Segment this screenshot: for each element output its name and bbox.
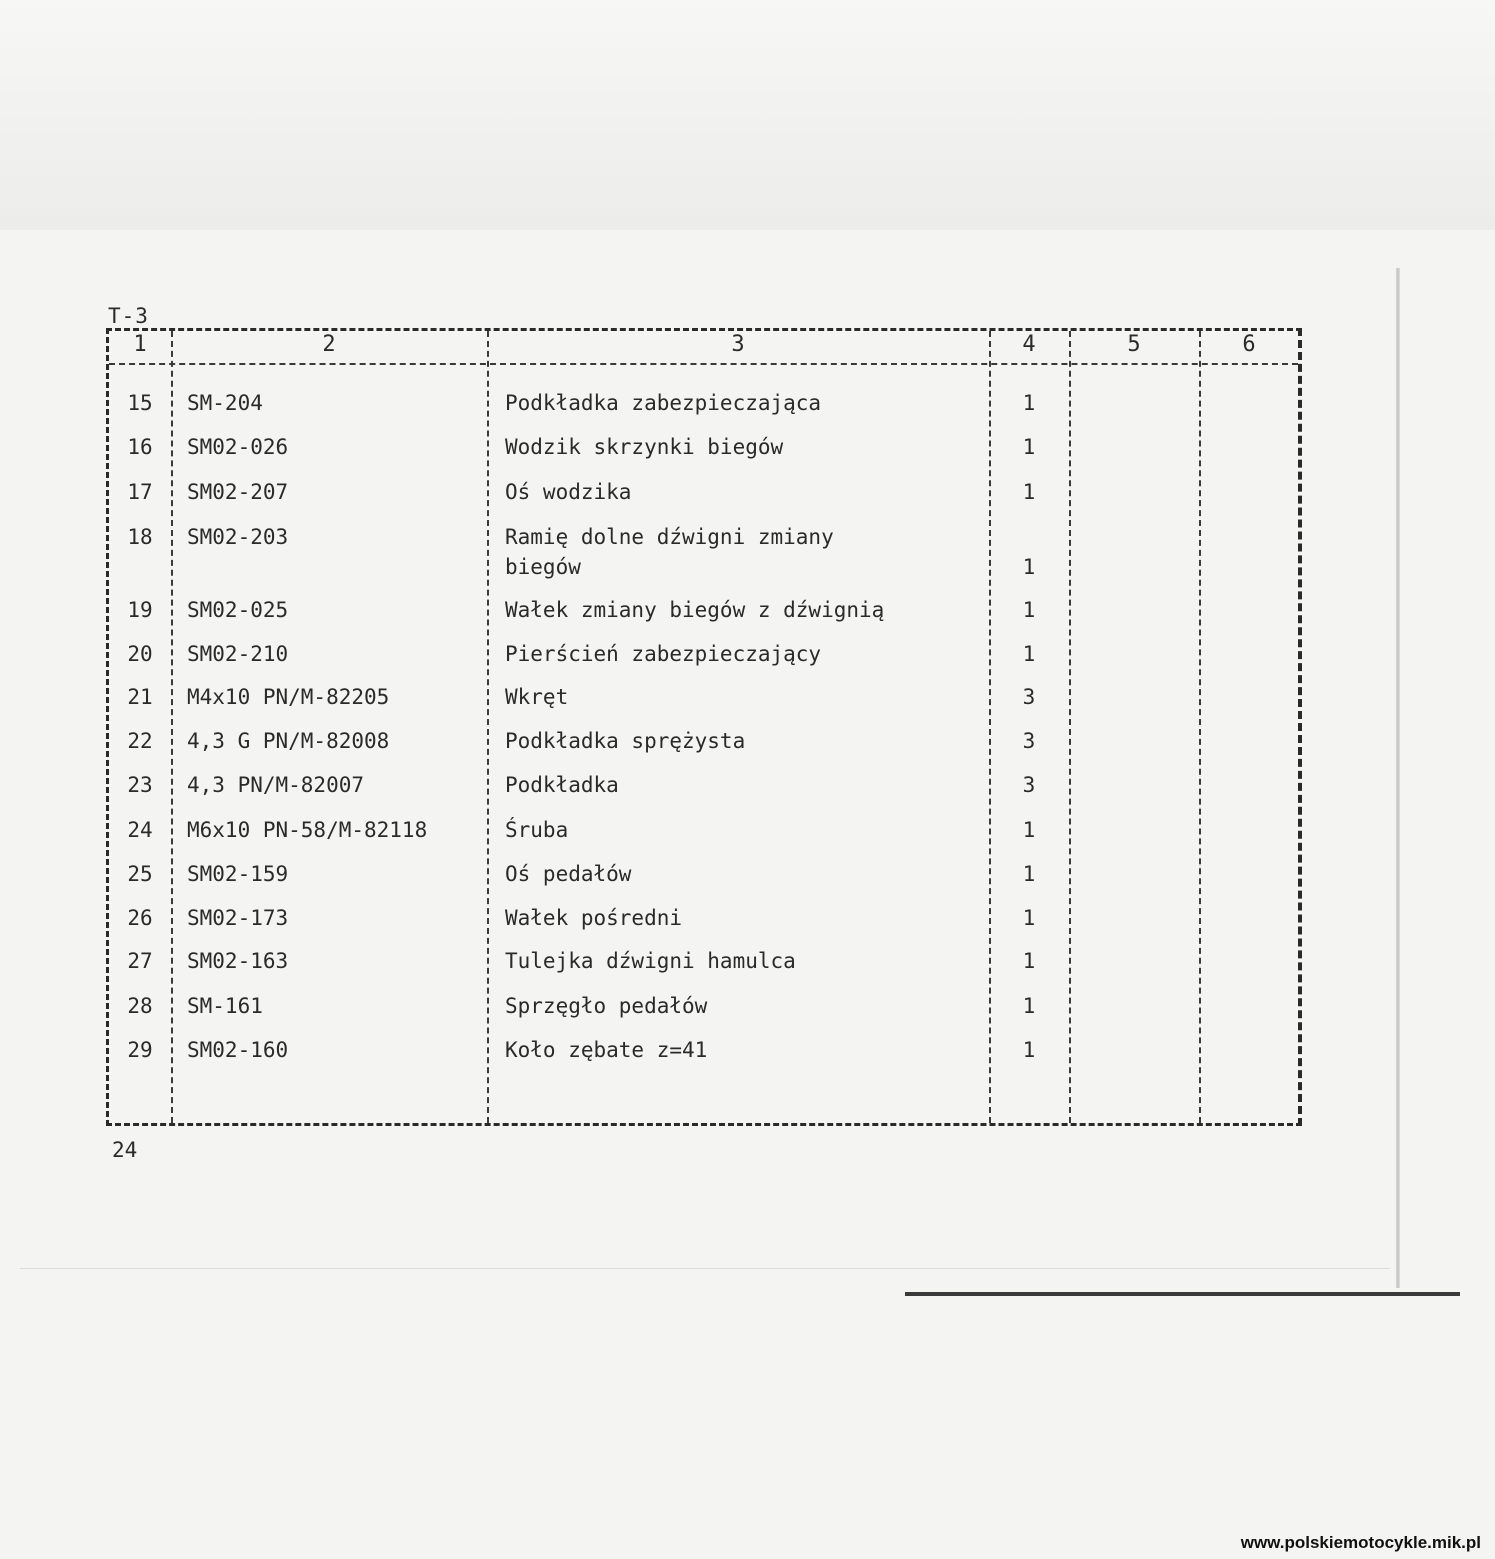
part-name: Pierścień zabezpieczający — [505, 642, 822, 666]
page-edge-shadow — [1396, 268, 1400, 1288]
part-code: SM02-025 — [187, 598, 289, 622]
row-number: 20 — [127, 642, 153, 666]
table-id: T-3 — [108, 304, 149, 328]
part-code: SM02-026 — [187, 435, 289, 459]
part-code: SM-161 — [187, 994, 263, 1018]
part-name: Wałek pośredni — [505, 906, 683, 930]
website-watermark: www.polskiemotocykle.mik.pl — [1240, 1533, 1481, 1552]
scan-artifact-line — [20, 1268, 1390, 1269]
part-code: 4,3 G PN/M-82008 — [187, 729, 390, 753]
quantity: 1 — [1022, 642, 1036, 666]
column-divider — [1069, 331, 1071, 1123]
row-number: 25 — [127, 862, 153, 886]
column-divider — [487, 331, 489, 1123]
row-number: 27 — [127, 949, 153, 973]
quantity: 1 — [1022, 818, 1036, 842]
parts-table — [106, 328, 1302, 1126]
row-number: 18 — [127, 525, 153, 549]
part-name: Oś pedałów — [505, 862, 632, 886]
quantity: 1 — [1022, 994, 1036, 1018]
part-name: Podkładka — [505, 773, 619, 797]
part-code: SM02-203 — [187, 525, 289, 549]
part-code: SM02-173 — [187, 906, 289, 930]
header-divider — [109, 363, 1298, 365]
column-header-2: 2 — [322, 332, 336, 357]
part-name: Ramię dolne dźwigni zmiany — [505, 525, 834, 549]
part-code: 4,3 PN/M-82007 — [187, 773, 365, 797]
part-name: Wkręt — [505, 685, 569, 709]
part-code: SM-204 — [187, 391, 263, 415]
row-number: 23 — [127, 773, 153, 797]
quantity: 3 — [1022, 685, 1036, 709]
part-name-continued: biegów — [505, 555, 581, 579]
part-code: SM02-163 — [187, 949, 289, 973]
row-number: 28 — [127, 994, 153, 1018]
row-number: 26 — [127, 906, 153, 930]
quantity: 1 — [1022, 949, 1036, 973]
quantity: 1 — [1022, 1038, 1036, 1062]
quantity: 1 — [1022, 598, 1036, 622]
part-name: Oś wodzika — [505, 480, 632, 504]
part-name: Tulejka dźwigni hamulca — [505, 949, 796, 973]
row-number: 29 — [127, 1038, 153, 1062]
column-divider — [1199, 331, 1201, 1123]
part-name: Podkładka sprężysta — [505, 729, 746, 753]
quantity: 1 — [1022, 480, 1036, 504]
part-name: Śruba — [505, 818, 569, 842]
part-name: Wałek zmiany biegów z dźwignią — [505, 598, 885, 622]
part-name: Podkładka zabezpieczająca — [505, 391, 822, 415]
part-name: Wodzik skrzynki biegów — [505, 435, 784, 459]
scan-background — [0, 0, 1495, 230]
part-code: M4x10 PN/M-82205 — [187, 685, 390, 709]
page-number: 24 — [112, 1138, 138, 1162]
quantity: 1 — [1022, 862, 1036, 886]
row-number: 19 — [127, 598, 153, 622]
quantity: 3 — [1022, 729, 1036, 753]
row-number: 16 — [127, 435, 153, 459]
row-number: 21 — [127, 685, 153, 709]
part-code: SM02-207 — [187, 480, 289, 504]
part-code: SM02-210 — [187, 642, 289, 666]
row-number: 15 — [127, 391, 153, 415]
quantity: 1 — [1022, 391, 1036, 415]
row-number: 24 — [127, 818, 153, 842]
column-divider — [989, 331, 991, 1123]
part-name: Koło zębate z=41 — [505, 1038, 708, 1062]
column-header-1: 1 — [133, 332, 147, 357]
row-number: 22 — [127, 729, 153, 753]
quantity: 1 — [1022, 906, 1036, 930]
column-header-6: 6 — [1242, 332, 1256, 357]
column-divider — [171, 331, 173, 1123]
column-header-5: 5 — [1127, 332, 1141, 357]
column-header-3: 3 — [731, 332, 745, 357]
column-header-4: 4 — [1022, 332, 1036, 357]
quantity: 1 — [1022, 435, 1036, 459]
row-number: 17 — [127, 480, 153, 504]
quantity: 3 — [1022, 773, 1036, 797]
part-name: Sprzęgło pedałów — [505, 994, 708, 1018]
quantity: 1 — [1022, 555, 1036, 579]
bottom-rule — [905, 1292, 1460, 1296]
part-code: SM02-160 — [187, 1038, 289, 1062]
part-code: SM02-159 — [187, 862, 289, 886]
part-code: M6x10 PN-58/M-82118 — [187, 818, 428, 842]
